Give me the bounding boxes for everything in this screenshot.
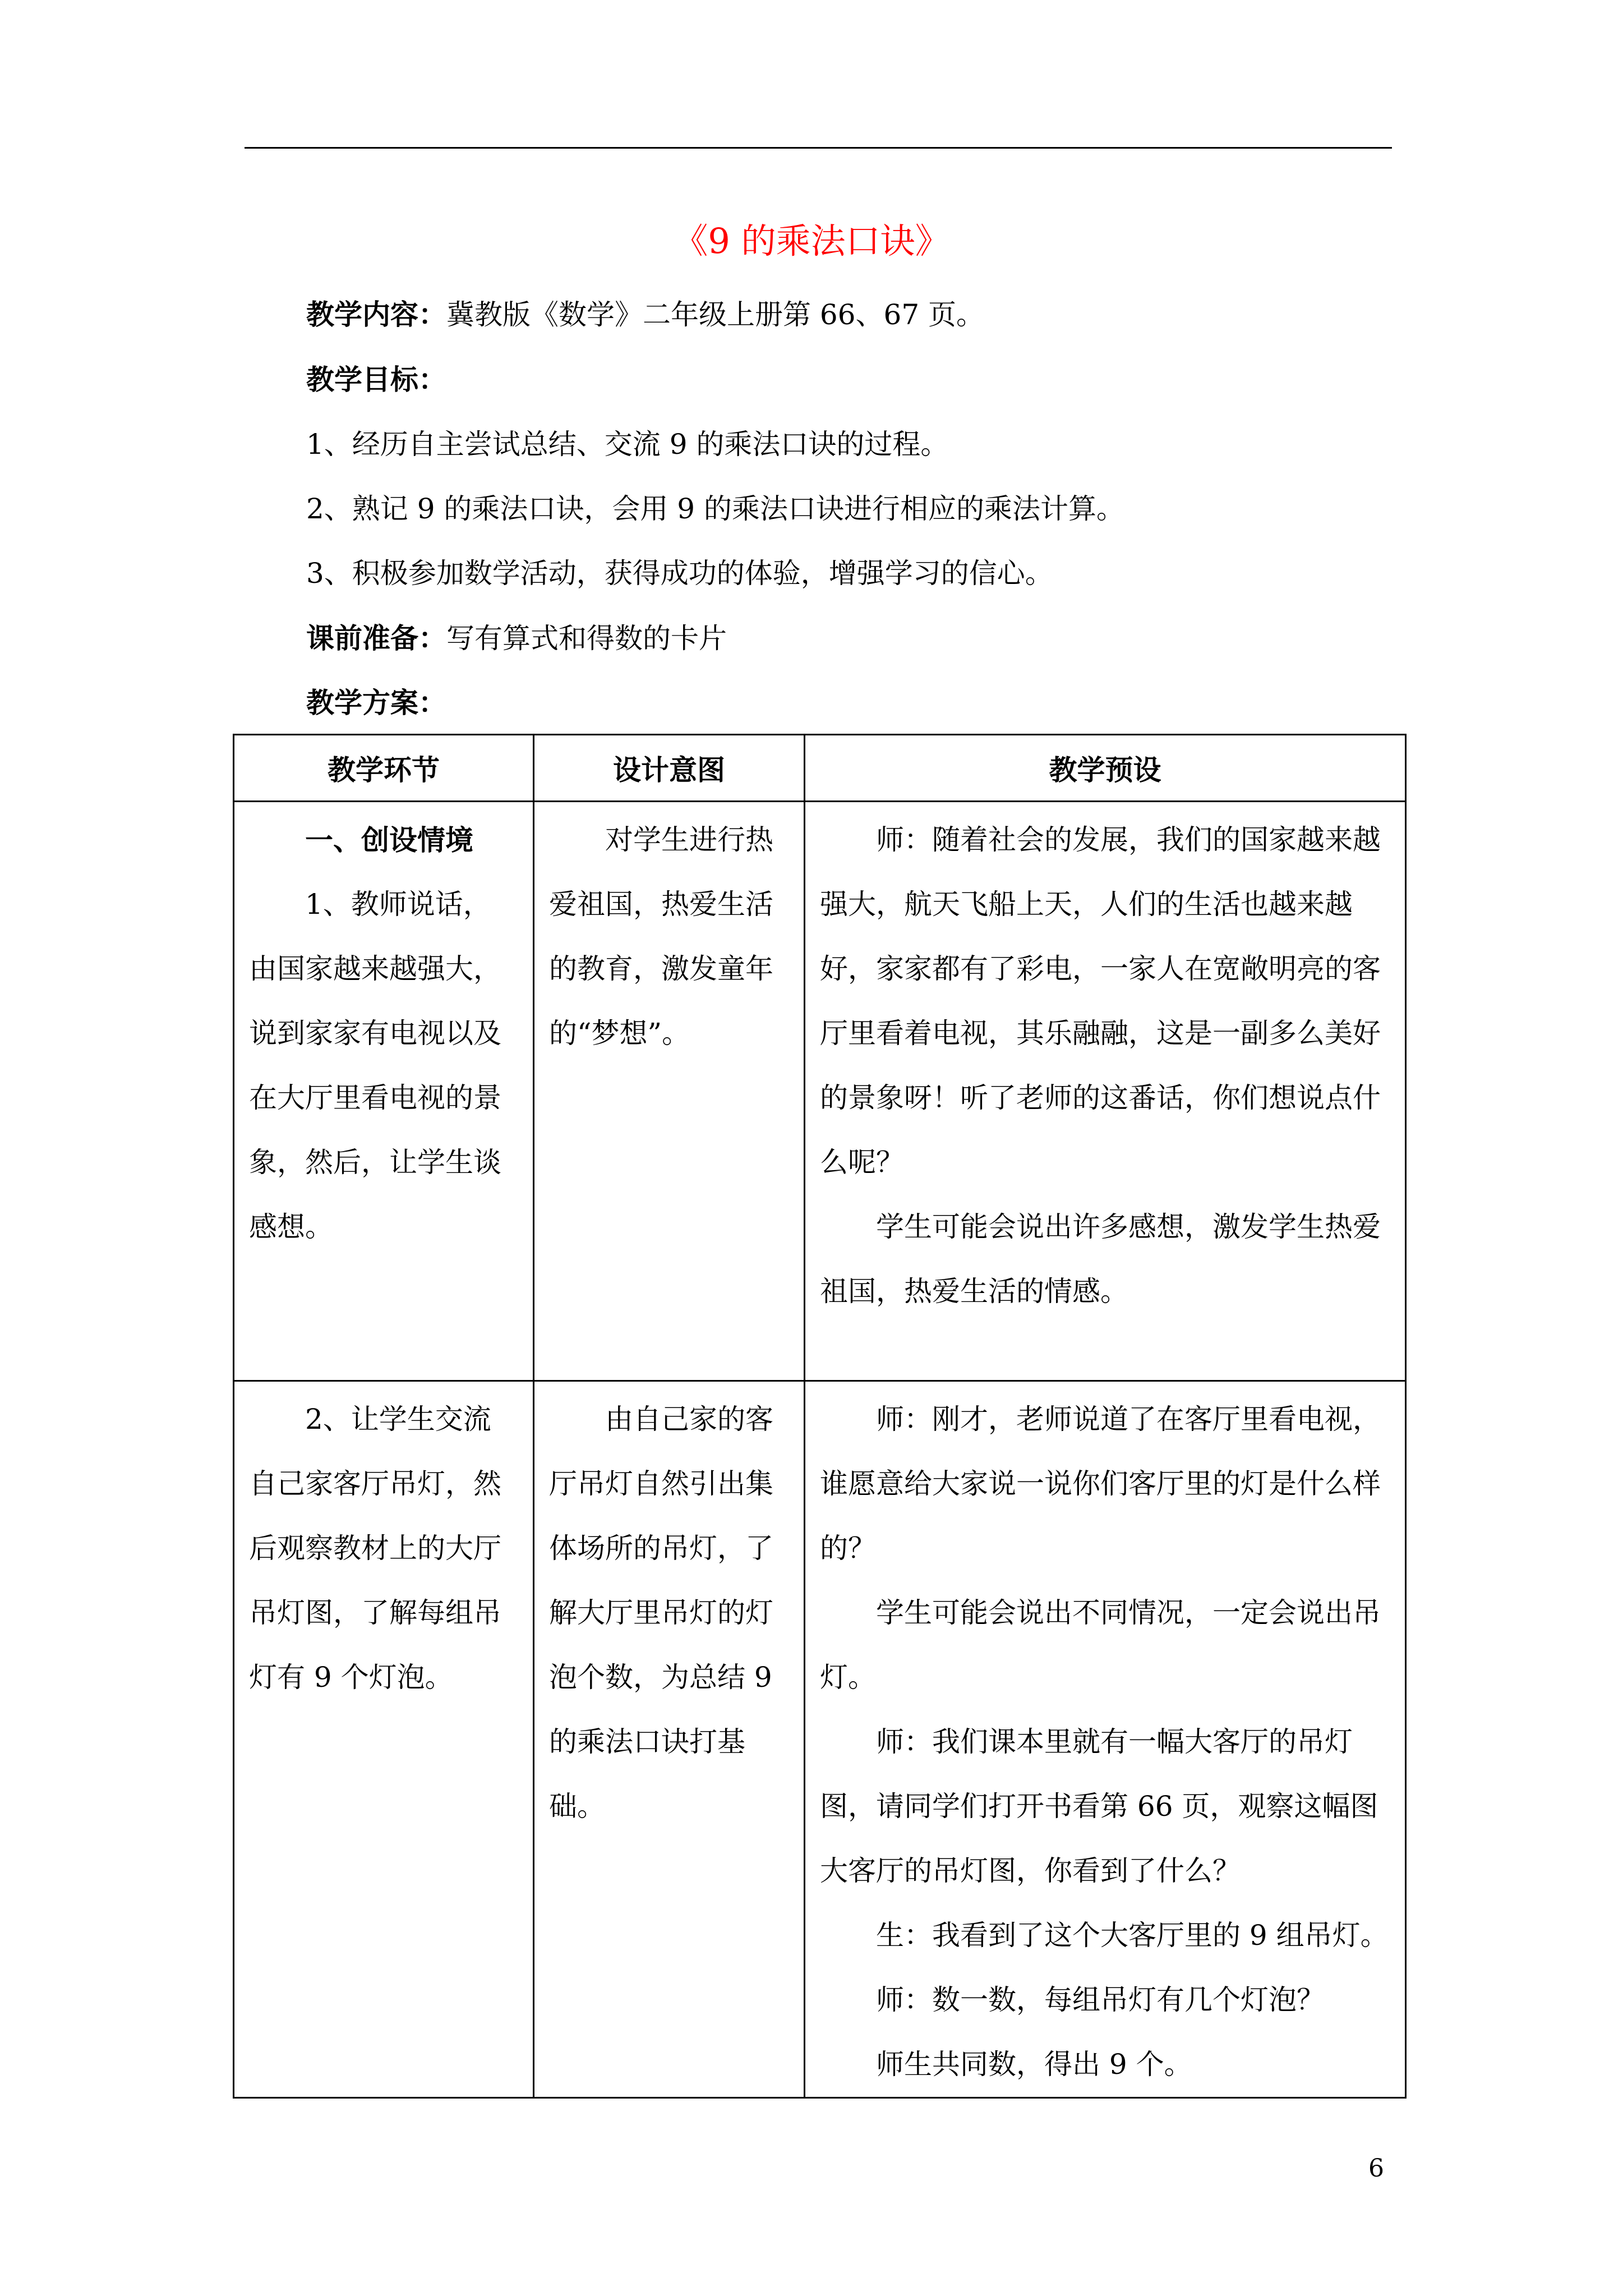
preset-paragraph: 师：随着社会的发展，我们的国家越来越强大，航天飞船上天，人们的生活也越来越好，家家都有了彩电，一家人在宽敞明亮的客厅里看着电视，其乐融融，这是一副多么美好的景象呀！听了老师的这番话，你们想说点什么呢？ bbox=[820, 823, 1381, 1179]
header-rule bbox=[245, 147, 1392, 149]
goal-item: 3、积极参加数学活动，获得成功的体验，增强学习的信心。 bbox=[306, 557, 1053, 590]
content-label: 教学内容： bbox=[306, 298, 446, 331]
teaching-plan-table bbox=[233, 734, 1407, 2099]
table-header-row bbox=[234, 735, 1406, 802]
goals-label: 教学目标： bbox=[306, 363, 446, 396]
stage-text: 1、教师说话，由国家越来越强大，说到家家有电视以及在大厅里看电视的景象，然后，让学生谈感想。 bbox=[249, 888, 501, 1243]
stage-heading: 一、创设情境 bbox=[305, 823, 473, 857]
header-preset: 教学预设 bbox=[805, 735, 1406, 802]
table-row bbox=[234, 802, 1406, 1381]
preset-paragraph: 师：刚才，老师说道了在客厅里看电视，谁愿意给大家说一说你们客厅里的灯是什么样的？ bbox=[820, 1403, 1381, 1565]
header-stage: 教学环节 bbox=[234, 735, 534, 802]
stage-text: 2、让学生交流自己家客厅吊灯，然后观察教材上的大厅吊灯图，了解每组吊灯有 9 个灯泡。 bbox=[249, 1403, 501, 1694]
plan-label: 教学方案： bbox=[306, 686, 446, 719]
prep-label: 课前准备： bbox=[306, 622, 446, 655]
preset-paragraph: 师：数一数，每组吊灯有几个灯泡？ bbox=[876, 1984, 1325, 2016]
preset-cell bbox=[805, 802, 1406, 1381]
intent-text: 对学生进行热爱祖国，热爱生活的教育，激发童年的“梦想”。 bbox=[549, 823, 773, 1050]
prep-text: 写有算式和得数的卡片 bbox=[446, 622, 727, 655]
page-number: 6 bbox=[1368, 2154, 1384, 2183]
goal-item: 2、熟记 9 的乘法口诀，会用 9 的乘法口诀进行相应的乘法计算。 bbox=[306, 493, 1125, 525]
preset-paragraph: 学生可能会说出不同情况，一定会说出吊灯。 bbox=[820, 1596, 1381, 1694]
preset-cell bbox=[805, 1381, 1406, 2098]
preset-paragraph: 师：我们课本里就有一幅大客厅的吊灯图，请同学们打开书看第 66 页，观察这幅图大客厅的吊灯图，你看到了什么？ bbox=[820, 1726, 1378, 1887]
intent-cell bbox=[534, 1381, 805, 2098]
table-row bbox=[234, 1381, 1406, 2098]
content-text: 冀教版《数学》二年级上册第 66、67 页。 bbox=[446, 298, 985, 331]
preset-paragraph: 生：我看到了这个大客厅里的 9 组吊灯。 bbox=[876, 1919, 1389, 1952]
goal-item: 1、经历自主尝试总结、交流 9 的乘法口诀的过程。 bbox=[306, 428, 949, 461]
stage-cell bbox=[234, 802, 534, 1381]
document-title: 《9 的乘法口诀》 bbox=[673, 220, 950, 261]
stage-cell bbox=[234, 1381, 534, 2098]
prep-line bbox=[306, 619, 727, 658]
preset-paragraph: 学生可能会说出许多感想，激发学生热爱祖国，热爱生活的情感。 bbox=[820, 1211, 1381, 1308]
intent-cell bbox=[534, 802, 805, 1381]
preset-paragraph: 师生共同数，得出 9 个。 bbox=[876, 2048, 1192, 2081]
header-intent: 设计意图 bbox=[534, 735, 805, 802]
content-line bbox=[306, 295, 984, 334]
intent-text: 由自己家的客厅吊灯自然引出集体场所的吊灯，了解大厅里吊灯的灯泡个数，为总结 9 的乘法口诀打基础。 bbox=[549, 1403, 773, 1823]
